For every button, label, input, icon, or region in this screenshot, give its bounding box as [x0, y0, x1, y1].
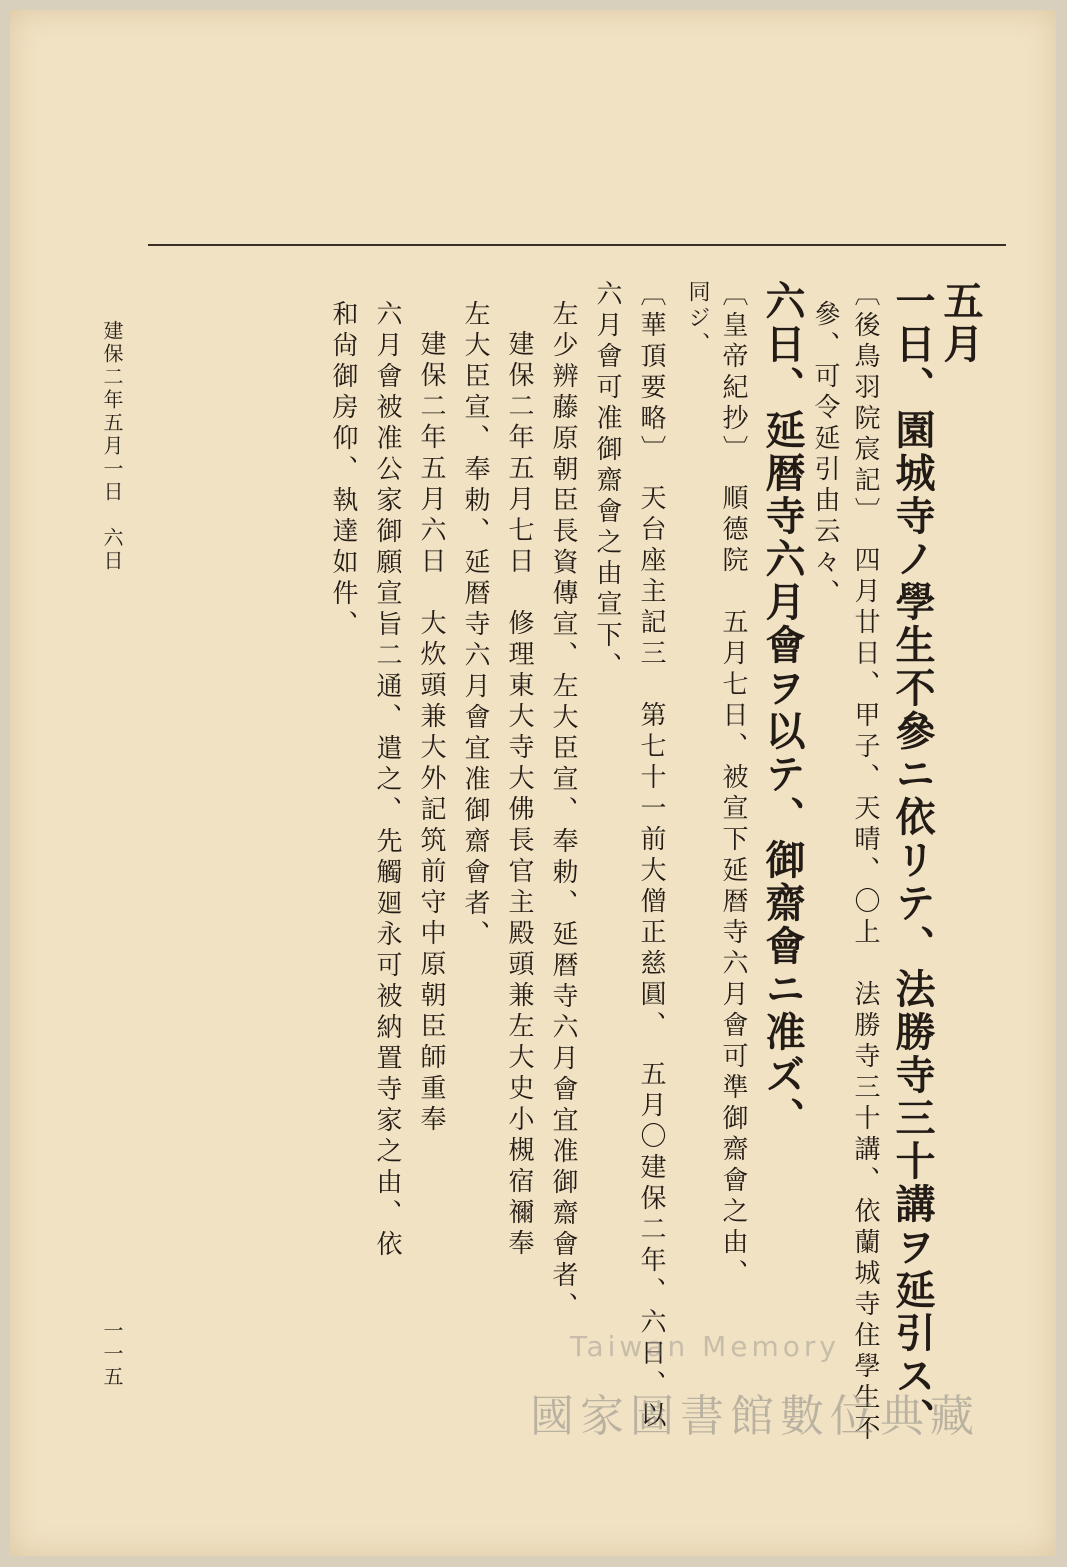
text-line-2: 〔後鳥羽院宸記〕 四月廿日、甲子、天晴、〇上 法勝寺三十講、依蘭城寺住學生不	[850, 280, 880, 1445]
watermark-zh: 國家圖書館數位典藏	[530, 1391, 980, 1442]
month-header: 五月	[937, 280, 984, 366]
text-line-8: 六月會可准御齋會之由宣下、	[592, 280, 622, 683]
watermark-en: Taiwan Memory	[570, 1330, 840, 1363]
text-line-3: 參、可令延引由云々、	[810, 300, 840, 610]
text-line-14: 和尙御房仰、執達如件、	[328, 300, 358, 641]
text-line-7: 〔華頂要略〕 天台座主記三 第七十一前大僧正慈圓、 五月〇建保二年、六日、以	[636, 280, 666, 1432]
text-line-13: 六月會被准公家御願宣旨二通、遣之、先觸廻永可被納置寺家之由、依	[372, 300, 402, 1261]
text-line-11: 左大臣宣、奉勅、延暦寺六月會宜准御齋會者、	[460, 300, 490, 951]
text-line-5: 〔皇帝紀抄〕 順德院 五月七日、被宣下延暦寺六月會可準御齋會之由、	[718, 280, 748, 1290]
text-line-12: 建保二年五月六日 大炊頭兼大外記筑前守中原朝臣師重奉	[416, 330, 446, 1136]
text-line-4: 六日、延暦寺六月會ヲ以テ、御齋會ニ准ズ、	[759, 280, 806, 1140]
running-footer: 建保二年五月一日 六日	[100, 320, 124, 573]
page-number: 一一五	[100, 1320, 124, 1389]
document-page	[10, 10, 1056, 1556]
text-line-10: 建保二年五月七日 修理東大寺大佛長官主殿頭兼左大史小槻宿禰奉	[504, 330, 534, 1260]
text-line-1: 一日、園城寺ノ學生不參ニ依リテ、法勝寺三十講ヲ延引ス、	[889, 280, 936, 1441]
text-line-9: 左少辨藤原朝臣長資傳宣、左大臣宣、奉勅、延暦寺六月會宜准御齋會者、	[548, 300, 578, 1323]
header-rule	[148, 244, 1006, 246]
text-line-6: 同ジ、	[685, 280, 710, 358]
